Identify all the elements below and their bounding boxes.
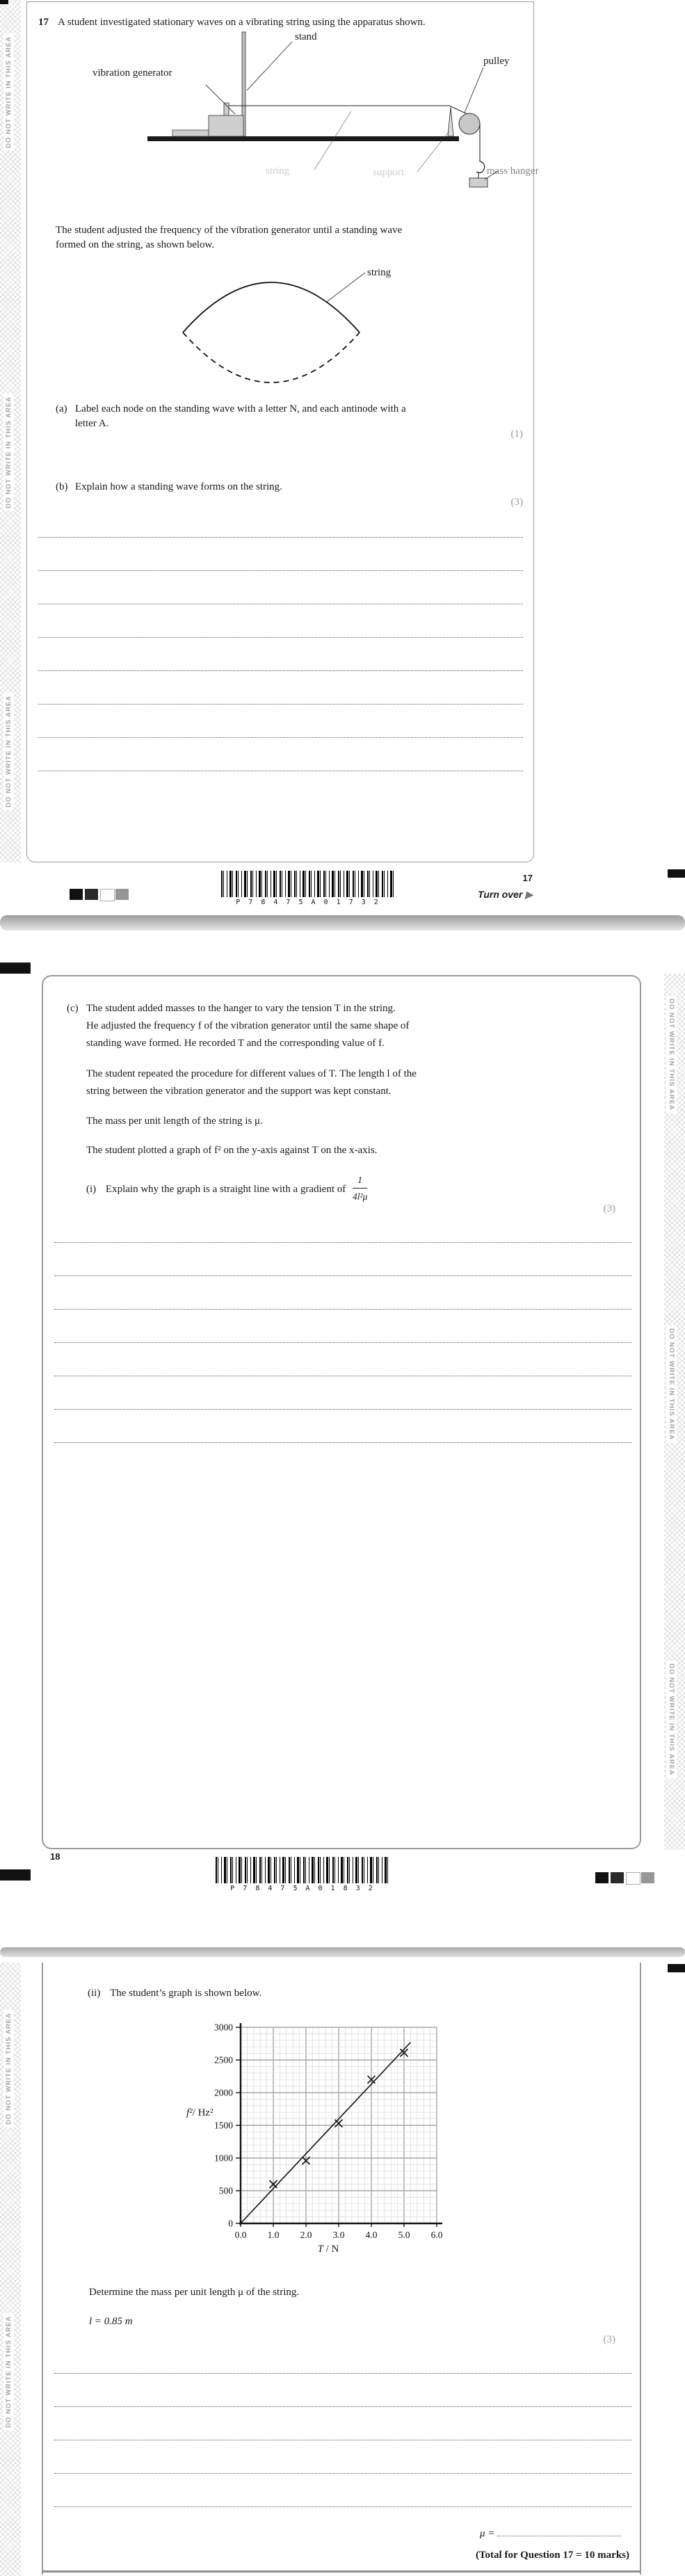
support-wedge xyxy=(448,107,453,136)
x-axis-label: T / N xyxy=(317,2244,339,2255)
svg-text:500: 500 xyxy=(218,2185,233,2196)
determine-text: Determine the mass per unit length μ of the string. xyxy=(89,2287,300,2298)
part-a-marks: (1) xyxy=(510,428,523,440)
answer-lines-page1[interactable] xyxy=(38,504,523,771)
part-b xyxy=(56,480,529,494)
part-c-ii-label: (ii) xyxy=(88,1988,101,1999)
gradient-fraction xyxy=(353,1173,367,1204)
barcode-text-page18: P 7 8 4 7 5 A 0 1 8 3 2 xyxy=(230,1885,375,1892)
label-mass-hanger: mass hanger xyxy=(487,166,539,177)
wave-envelope-dashed xyxy=(183,332,360,383)
part-c-para1: The student added masses to the hanger to vary the tension T in the string. He adjusted the frequency f of the vibration generator until the same shape of standing wave formed. He recorded T and the corresponding value of f. xyxy=(86,1003,410,1049)
page-edge-shadow xyxy=(0,1947,685,1957)
vibrator-pin xyxy=(224,103,229,115)
given-length-value: l = 0.85 m xyxy=(89,2316,133,2327)
turn-over-label: Turn over ▶ xyxy=(478,889,533,900)
part-c-para4: The student plotted a graph of f² on the y-axis against T on the x-axis. xyxy=(86,1145,378,1156)
part-c-ii-marks: (3) xyxy=(603,2334,615,2345)
part-c-ii xyxy=(88,1986,574,2001)
svg-text:3000: 3000 xyxy=(214,2022,233,2033)
svg-text:5.0: 5.0 xyxy=(398,2230,410,2240)
do-not-write-label: DO NOT WRITE IN THIS AREA xyxy=(3,693,14,810)
part-c-label: (c) xyxy=(67,1003,79,1014)
page-number-17: 17 xyxy=(522,873,533,883)
svg-text:2500: 2500 xyxy=(214,2054,233,2066)
answer-lines-page2[interactable] xyxy=(54,1209,631,1443)
print-square xyxy=(641,1872,654,1883)
svg-text:1.0: 1.0 xyxy=(267,2230,280,2240)
svg-text:1500: 1500 xyxy=(214,2120,233,2131)
part-c-ii-text: The student’s graph is shown below. xyxy=(110,1988,262,1999)
vibration-generator-box xyxy=(209,115,243,136)
print-mark xyxy=(0,1869,31,1881)
part-a-label: (a) xyxy=(56,403,67,414)
string-line xyxy=(229,106,467,114)
print-square xyxy=(626,1872,640,1885)
fraction-numerator: 1 xyxy=(353,1173,367,1189)
print-mark xyxy=(0,0,8,4)
barcode-page18 xyxy=(216,1857,389,1883)
print-square xyxy=(115,889,129,900)
question-text: A student investigated stationary waves on a vibrating string using the apparatus shown. xyxy=(58,17,426,28)
do-not-write-label: DO NOT WRITE IN THIS AREA xyxy=(3,33,14,151)
page-number-18: 18 xyxy=(50,1851,61,1862)
intro-paragraph: The student adjusted the frequency of the vibration generator until a standing wave formed on the string, as shown below. xyxy=(56,225,403,250)
box-bottom-rule xyxy=(42,2570,640,2573)
part-b-text: Explain how a standing wave forms on the string. xyxy=(75,481,282,492)
part-c-i xyxy=(86,1174,629,1205)
label-support-faded: support xyxy=(373,167,404,178)
part-c-i-marks: (3) xyxy=(603,1203,615,1214)
label-string-faded: string xyxy=(266,166,290,177)
print-mark xyxy=(668,1964,685,1972)
svg-text:2.0: 2.0 xyxy=(300,2230,312,2240)
mu-label: μ = xyxy=(480,2528,495,2539)
wave-envelope-solid xyxy=(183,282,360,332)
svg-text:0.0: 0.0 xyxy=(234,2230,247,2240)
part-c-i-label: (i) xyxy=(86,1183,97,1195)
do-not-write-label: DO NOT WRITE IN THIS AREA xyxy=(3,2313,14,2431)
leader-string xyxy=(327,273,365,302)
mu-answer-row xyxy=(480,2526,621,2540)
leader-stand xyxy=(247,42,292,90)
part-a-text: Label each node on the standing wave with a letter N, and each antinode with a letter A. xyxy=(75,403,406,429)
bench xyxy=(147,136,459,141)
part-a xyxy=(56,402,529,431)
total-marks-line: (Total for Question 17 = 10 marks) xyxy=(475,2550,629,2561)
do-not-write-label: DO NOT WRITE IN THIS AREA xyxy=(3,394,14,511)
page-edge-shadow xyxy=(0,915,685,931)
do-not-write-label: DO NOT WRITE IN THIS AREA xyxy=(666,1661,677,1778)
label-wave-string: string xyxy=(367,267,392,278)
part-c-para2: The student repeated the procedure for different values of T. The length l of the string between the vibration generator and the support was kept constant. xyxy=(86,1068,417,1097)
print-mark xyxy=(668,869,685,878)
apparatus-diagram xyxy=(70,28,549,191)
print-square xyxy=(611,1872,624,1883)
question-number: 17 xyxy=(38,17,49,28)
generator-base xyxy=(172,130,211,136)
do-not-write-label: DO NOT WRITE IN THIS AREA xyxy=(666,996,677,1113)
part-b-marks: (3) xyxy=(510,497,523,508)
turn-over-arrow-icon: ▶ xyxy=(525,889,533,900)
svg-text:1000: 1000 xyxy=(214,2152,233,2164)
standing-wave-diagram xyxy=(160,263,392,392)
hanger-hook xyxy=(476,161,485,172)
leader-vibration-generator xyxy=(206,85,235,114)
svg-text:2000: 2000 xyxy=(214,2087,233,2098)
do-not-write-label: DO NOT WRITE IN THIS AREA xyxy=(666,1326,677,1443)
do-not-write-label: DO NOT WRITE IN THIS AREA xyxy=(3,2010,14,2127)
svg-text:4.0: 4.0 xyxy=(365,2230,378,2240)
print-mark xyxy=(0,963,31,974)
leader-pulley xyxy=(465,67,483,113)
part-c xyxy=(67,1000,595,1052)
pulley-wheel xyxy=(459,113,480,134)
print-square xyxy=(100,889,115,901)
fraction-denominator: 4l²μ xyxy=(353,1191,368,1202)
y-axis-label: f²/ Hz² xyxy=(186,2107,213,2118)
label-vibration-generator: vibration generator xyxy=(92,67,172,79)
barcode-text-page17: P 7 8 4 7 5 A 0 1 7 3 2 xyxy=(236,899,380,906)
print-square xyxy=(70,889,83,900)
part-b-label: (b) xyxy=(56,481,68,492)
svg-text:6.0: 6.0 xyxy=(430,2230,443,2240)
mu-answer-field[interactable] xyxy=(497,2526,621,2536)
answer-lines-page3[interactable] xyxy=(54,2340,631,2507)
label-pulley: pulley xyxy=(483,56,510,67)
barcode-page17 xyxy=(221,871,395,897)
print-square xyxy=(595,1872,609,1883)
svg-text:3.0: 3.0 xyxy=(332,2230,345,2240)
part-c-para3: The mass per unit length of the string is μ. xyxy=(86,1116,263,1127)
print-square xyxy=(85,889,98,900)
svg-text:0: 0 xyxy=(228,2218,233,2229)
part-c-i-text: Explain why the graph is a straight line with a gradient of xyxy=(105,1183,346,1195)
label-stand: stand xyxy=(295,31,317,42)
